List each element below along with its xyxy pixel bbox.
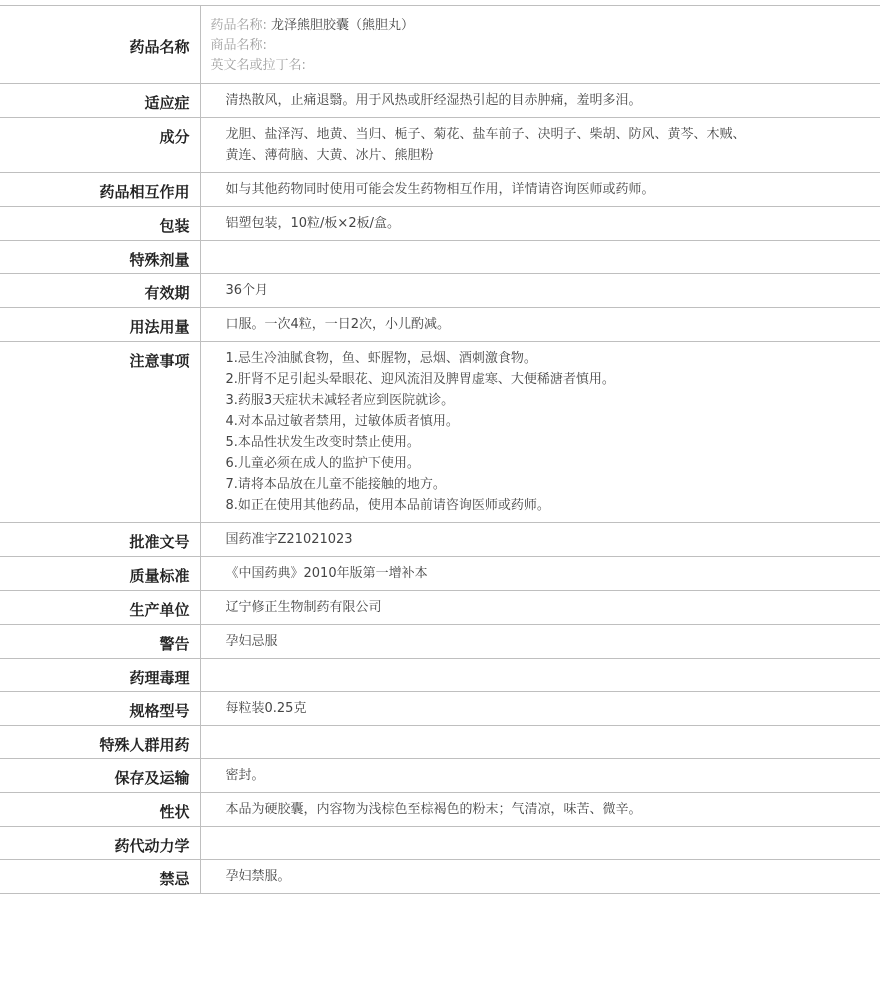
value-line: 8.如正在使用其他药品，使用本品前请咨询医师或药师。 — [225, 498, 550, 513]
row-value — [200, 118, 880, 173]
row-pharmacology — [0, 659, 880, 692]
row-value — [200, 659, 880, 692]
value-line: 1.忌生冷油腻食物，鱼、虾腥物，忌烟、酒刺激食物。 — [225, 351, 537, 366]
row-indications — [0, 84, 880, 118]
value-line: 6.儿童必须在成人的监护下使用。 — [225, 456, 420, 471]
row-appearance — [0, 793, 880, 827]
row-value — [200, 793, 880, 827]
row-label: 成分 — [0, 118, 200, 173]
row-special-populations — [0, 726, 880, 759]
row-label: 禁忌 — [0, 860, 200, 894]
value-line: 孕妇禁服。 — [225, 869, 291, 884]
row-label: 药品相互作用 — [0, 173, 200, 207]
generic-name-value: 龙泽熊胆胶囊（熊胆丸） — [271, 18, 415, 33]
trade-name-line — [211, 36, 871, 56]
row-value — [200, 207, 880, 241]
value-line: 孕妇忌服 — [225, 634, 278, 649]
row-value — [200, 625, 880, 659]
english-name-line — [211, 56, 871, 76]
row-label: 生产单位 — [0, 591, 200, 625]
spec-table-body — [0, 6, 880, 894]
value-line: 本品为硬胶囊，内容物为浅棕色至棕褐色的粉末；气清凉，味苦、微辛。 — [225, 802, 642, 817]
english-name-label: 英文名或拉丁名: — [210, 58, 306, 73]
value-line: 每粒装0.25克 — [225, 701, 307, 716]
row-label: 药理毒理 — [0, 659, 200, 692]
row-manufacturer — [0, 591, 880, 625]
row-shelf-life — [0, 274, 880, 308]
row-value — [200, 591, 880, 625]
row-value — [200, 860, 880, 894]
row-label: 包装 — [0, 207, 200, 241]
row-value — [200, 759, 880, 793]
row-value — [200, 827, 880, 860]
row-value — [200, 342, 880, 523]
row-specification — [0, 692, 880, 726]
row-value — [200, 241, 880, 274]
row-label: 批准文号 — [0, 523, 200, 557]
value-line: 如与其他药物同时使用可能会发生药物相互作用，详情请咨询医师或药师。 — [225, 182, 655, 197]
value-line: 龙胆、盐泽泻、地黄、当归、栀子、菊花、盐车前子、决明子、柴胡、防风、黄芩、木贼、 — [225, 127, 746, 142]
row-value — [200, 84, 880, 118]
row-drug-interactions — [0, 173, 880, 207]
row-label: 药品名称 — [0, 6, 200, 84]
value-line: 口服。一次4粒，一日2次，小儿酌减。 — [225, 317, 451, 332]
row-value — [200, 726, 880, 759]
row-special-dosage — [0, 241, 880, 274]
row-label: 警告 — [0, 625, 200, 659]
row-label: 药代动力学 — [0, 827, 200, 860]
row-approval-number — [0, 523, 880, 557]
value-line: 国药准字Z21021023 — [225, 532, 353, 547]
drug-names-cell — [200, 6, 880, 84]
value-line: 清热散风，止痛退翳。用于风热或肝经湿热引起的目赤肿痛，羞明多泪。 — [225, 93, 642, 108]
drug-spec-table — [0, 5, 880, 894]
value-line: 黄连、薄荷脑、大黄、冰片、熊胆粉 — [225, 148, 434, 163]
row-value — [200, 557, 880, 591]
value-line: 铝塑包装，10粒/板×2板/盒。 — [225, 216, 400, 231]
row-label: 注意事项 — [0, 342, 200, 523]
row-ingredients — [0, 118, 880, 173]
row-precautions — [0, 342, 880, 523]
row-label: 性状 — [0, 793, 200, 827]
row-value — [200, 308, 880, 342]
row-storage — [0, 759, 880, 793]
value-line: 7.请将本品放在儿童不能接触的地方。 — [225, 477, 446, 492]
value-line: 5.本品性状发生改变时禁止使用。 — [225, 435, 420, 450]
row-value — [200, 173, 880, 207]
row-value — [200, 692, 880, 726]
trade-name-label: 商品名称: — [210, 38, 267, 53]
value-line: 辽宁修正生物制药有限公司 — [225, 600, 382, 615]
value-line: 《中国药典》2010年版第一增补本 — [225, 566, 428, 581]
row-label: 规格型号 — [0, 692, 200, 726]
value-line: 密封。 — [225, 768, 265, 783]
value-line: 36个月 — [225, 283, 269, 298]
row-contraindications — [0, 860, 880, 894]
row-label: 用法用量 — [0, 308, 200, 342]
value-line: 4.对本品过敏者禁用，过敏体质者慎用。 — [225, 414, 459, 429]
row-drug-names — [0, 6, 880, 84]
value-line: 3.药服3天症状未减轻者应到医院就诊。 — [225, 393, 455, 408]
generic-name-label: 药品名称: — [210, 18, 267, 33]
row-label: 适应症 — [0, 84, 200, 118]
row-label: 有效期 — [0, 274, 200, 308]
row-packaging — [0, 207, 880, 241]
row-quality-standard — [0, 557, 880, 591]
row-label: 特殊剂量 — [0, 241, 200, 274]
row-pharmacokinetics — [0, 827, 880, 860]
value-line: 2.肝肾不足引起头晕眼花、迎风流泪及脾胃虚寒、大便稀溏者慎用。 — [225, 372, 615, 387]
row-dosage — [0, 308, 880, 342]
row-value — [200, 274, 880, 308]
generic-name-line — [211, 16, 871, 36]
row-warning — [0, 625, 880, 659]
row-label: 特殊人群用药 — [0, 726, 200, 759]
row-label: 质量标准 — [0, 557, 200, 591]
row-value — [200, 523, 880, 557]
row-label: 保存及运输 — [0, 759, 200, 793]
